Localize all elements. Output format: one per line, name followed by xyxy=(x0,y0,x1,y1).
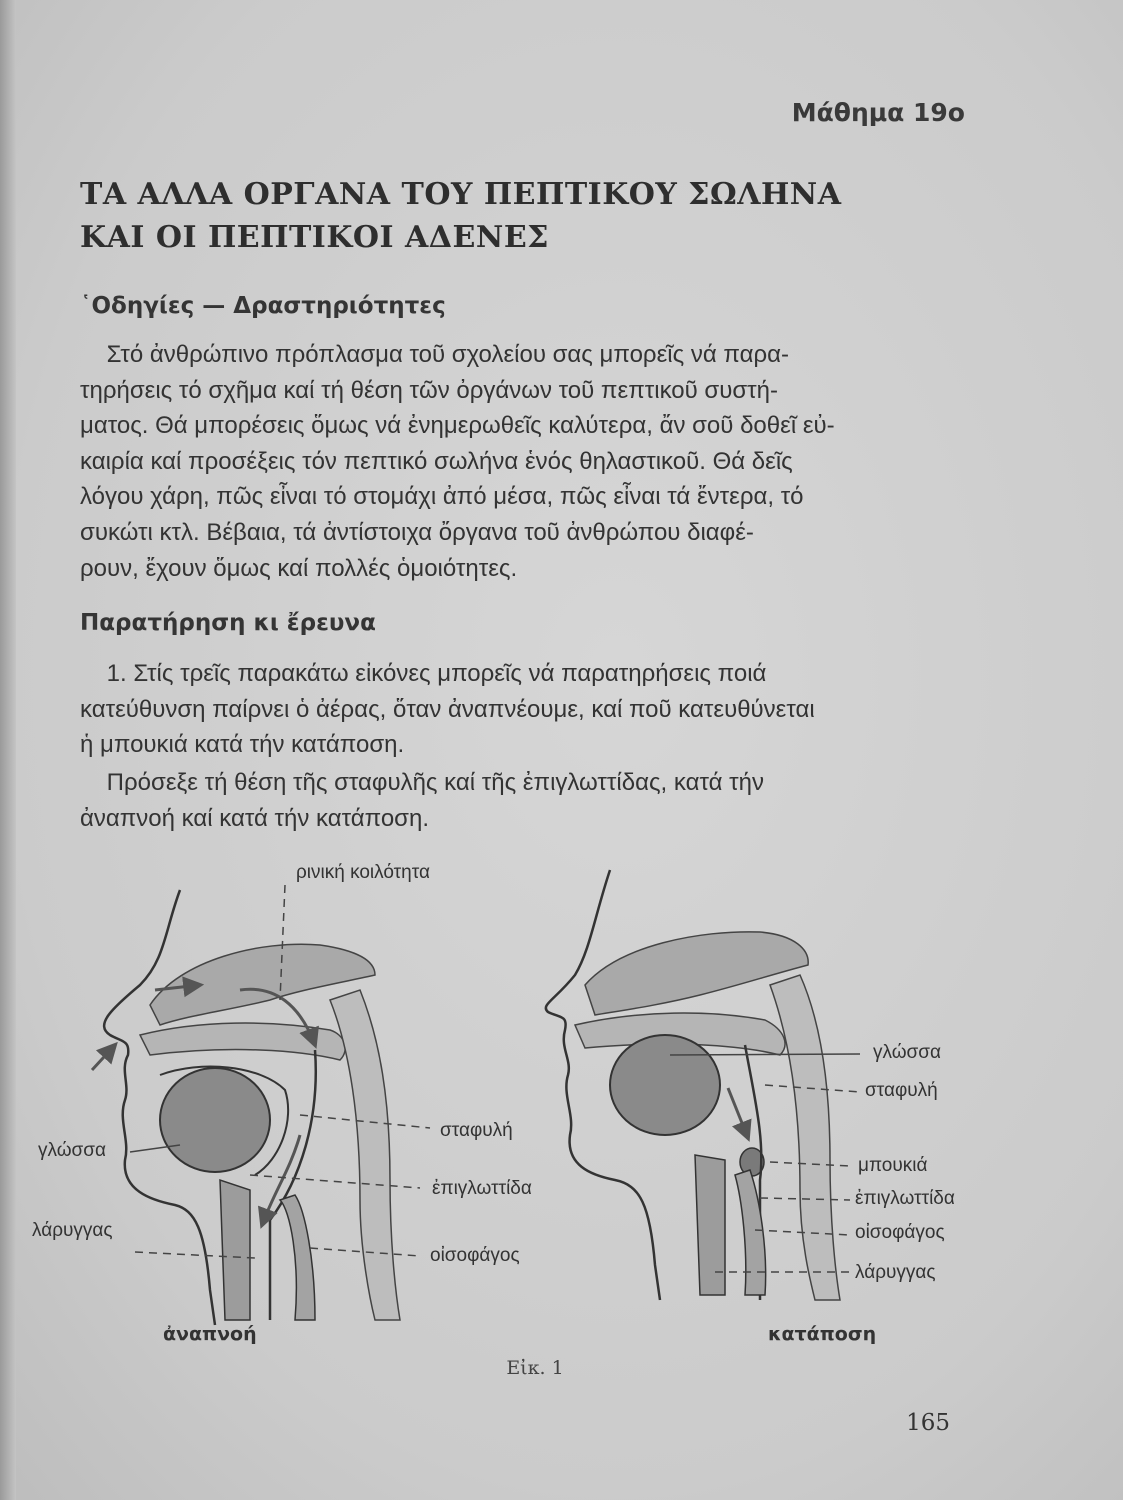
paragraph-line: συκώτι κτλ. Βέβαια, τά ἀντίστοιχα ὄργανα τοῦ ἀνθρώπου διαφέ- xyxy=(80,518,754,546)
leader-line xyxy=(250,1175,420,1188)
paragraph-line: 1. Στίς τρεῖς παρακάτω εἰκόνες μπορεῖς νά παρατηρήσεις ποιά xyxy=(80,660,767,687)
tongue-right xyxy=(610,1035,720,1135)
spine-right xyxy=(770,975,840,1300)
paragraph-line: ἡ μπουκιά κατά τήν κατάποση. xyxy=(80,731,405,759)
esophagus-left xyxy=(280,1195,315,1320)
chapter-title-line-2: ΚΑΙ ΟΙ ΠΕΠΤΙΚΟΙ ΑΔΕΝΕΣ xyxy=(80,220,549,255)
paragraph-line: κατεύθυνση παίρνει ὁ ἀέρας, ὅταν ἀναπνέουμε, καί ποῦ κατευθύνεται xyxy=(80,695,815,723)
paragraph-line: ματος. Θά μπορέσεις ὅμως νά ἐνημερωθεῖς καλύτερα, ἄν σοῦ δοθεῖ εὐ- xyxy=(80,412,835,440)
paragraph-line: τηρήσεις τό σχῆμα καί τή θέση τῶν ὀργάνων τοῦ πεπτικοῦ συστή- xyxy=(80,376,778,404)
airflow-arrow xyxy=(92,1045,115,1070)
leader-line xyxy=(760,1198,850,1200)
caption-breathing: ἀναπνοή xyxy=(163,1323,257,1345)
page-number: 165 xyxy=(906,1410,950,1436)
label-esophagus-left: οἰσοφάγος xyxy=(430,1245,520,1266)
label-uvula-right: σταφυλή xyxy=(865,1080,938,1101)
lesson-number: Μάθημα 19ο xyxy=(791,98,965,127)
label-epiglottis-right: ἐπιγλωττίδα xyxy=(855,1188,955,1209)
label-esophagus-right: οἰσοφάγος xyxy=(855,1222,945,1243)
swallowing-diagram xyxy=(546,870,860,1300)
tongue-left xyxy=(160,1068,270,1172)
label-tongue-right: γλώσσα xyxy=(873,1042,941,1063)
label-larynx-right: λάρυγγας xyxy=(855,1262,936,1283)
bolus-direction-arrow xyxy=(728,1088,748,1138)
section-heading-observation: Παρατήρηση κι ἔρευνα xyxy=(80,610,376,636)
breathing-diagram xyxy=(92,885,430,1325)
paragraph-line: Πρόσεξε τή θέση τῆς σταφυλῆς καί τῆς ἐπιγλωττίδας, κατά τήν xyxy=(80,769,764,796)
label-tongue-left: γλώσσα xyxy=(38,1140,106,1161)
section-heading-instructions: ῾Οδηγίες — Δραστηριότητες xyxy=(80,293,446,319)
label-bolus: μπουκιά xyxy=(858,1155,928,1176)
chapter-title-line-1: ΤΑ ΑΛΛΑ ΟΡΓΑΝΑ ΤΟΥ ΠΕΠΤΙΚΟΥ ΣΩΛΗΝΑ xyxy=(80,177,842,212)
nasal-cavity-right xyxy=(585,932,808,1015)
paragraph-line: ἀναπνοή καί κατά τήν κατάποση. xyxy=(80,804,430,832)
paragraph-line: καιρία καί προσέξεις τόν πεπτικό σωλήνα ἑνός θηλαστικοῦ. Θά δεῖς xyxy=(80,447,793,475)
paragraph-line: Στό ἀνθρώπινο πρόπλασμα τοῦ σχολείου σας μπορεῖς νά παρα- xyxy=(80,341,790,368)
leader-line xyxy=(670,1054,860,1055)
caption-swallowing: κατάποση xyxy=(768,1323,877,1345)
figure-caption: Εἰκ. 1 xyxy=(506,1357,564,1379)
label-epiglottis-left: ἐπιγλωττίδα xyxy=(432,1178,532,1199)
paragraph-line: λόγου χάρη, πῶς εἶναι τό στομάχι ἀπό μέσα, πῶς εἶναι τά ἔντερα, τό xyxy=(80,483,804,511)
trachea-left xyxy=(220,1180,250,1320)
label-larynx-left: λάρυγγας xyxy=(32,1220,113,1241)
trachea-right xyxy=(695,1155,725,1295)
label-uvula-left: σταφυλή xyxy=(440,1120,513,1141)
label-nasal-cavity: ρινική κοιλότητα xyxy=(296,862,430,883)
paragraph-line: ρουν, ἔχουν ὅμως καί πολλές ὁμοιότητες. xyxy=(80,554,518,582)
